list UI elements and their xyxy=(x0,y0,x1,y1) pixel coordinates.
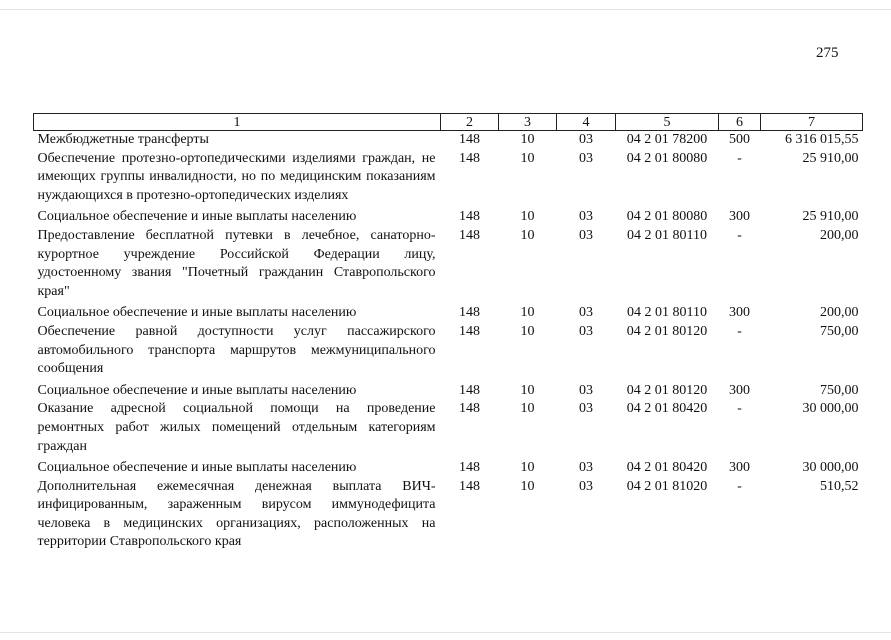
row-expense-type: 300 xyxy=(729,209,750,225)
row-description: Межбюджетные трансферты xyxy=(37,132,209,147)
row-description: Социальное обеспечение и иные выплаты населению xyxy=(37,305,357,321)
row-section: 10 xyxy=(520,460,535,476)
row-admin-code: 148 xyxy=(459,305,480,321)
row-section: 10 xyxy=(520,382,535,398)
page-number: 275 xyxy=(816,45,839,61)
row-subsection: 03 xyxy=(579,132,593,147)
row-admin-code: 148 xyxy=(459,478,480,494)
row-target-article: 04 2 01 80120 xyxy=(626,323,708,339)
row-target-article: 04 2 01 80110 xyxy=(627,305,707,321)
row-description: Предоставление бесплатной путевки в лечебное, санаторно-курортное учреждение Российской Федерации лицу, удостоенному звания "Почетный гражданин Ставропольского края" xyxy=(37,227,436,299)
row-expense-type: - xyxy=(737,323,742,339)
row-amount: 750,00 xyxy=(820,323,859,339)
row-description: Социальное обеспечение и иные выплаты населению xyxy=(37,209,357,225)
row-admin-code: 148 xyxy=(459,323,480,339)
row-description: Оказание адресной социальной помощи на проведение ремонтных работ жилых помещений отдельным категориям граждан xyxy=(37,401,436,454)
row-amount: 25 910,00 xyxy=(802,209,859,225)
row-target-article: 04 2 01 80420 xyxy=(626,401,708,417)
row-section: 10 xyxy=(520,305,535,321)
table-row xyxy=(34,227,863,304)
row-section: 10 xyxy=(520,478,535,494)
row-expense-type: - xyxy=(737,401,742,417)
row-expense-type: - xyxy=(737,478,742,494)
row-amount: 6 316 015,55 xyxy=(785,132,859,147)
row-expense-type: 500 xyxy=(729,132,750,147)
row-description: Социальное обеспечение и иные выплаты населению xyxy=(37,382,357,398)
row-description: Дополнительная ежемесячная денежная выплата ВИЧ-инфицированным, зараженным вирусом иммунодефицита человека в медицинских организациях, расположенных на территории Ставропольского края xyxy=(37,478,436,550)
row-description: Обеспечение протезно-ортопедическими изделиями граждан, не имеющих группы инвалидности, но по медицинским показаниям нуждающихся в протезно-ортопедических изделиях xyxy=(37,150,436,203)
table-row xyxy=(34,131,863,150)
row-target-article: 04 2 01 80080 xyxy=(626,150,708,166)
budget-table xyxy=(33,113,863,552)
row-target-article: 04 2 01 78200 xyxy=(626,132,708,147)
row-subsection: 03 xyxy=(579,305,593,321)
row-expense-type: 300 xyxy=(729,305,750,321)
row-admin-code: 148 xyxy=(459,209,480,225)
table-row xyxy=(34,323,863,382)
header-col-6: 6 xyxy=(719,114,761,131)
row-amount: 750,00 xyxy=(820,382,859,398)
row-expense-type: 300 xyxy=(729,460,750,476)
table-row xyxy=(34,400,863,459)
row-admin-code: 148 xyxy=(459,132,480,147)
row-target-article: 04 2 01 80080 xyxy=(626,209,708,225)
row-subsection: 03 xyxy=(579,478,593,494)
row-expense-type: 300 xyxy=(729,382,750,398)
header-col-4: 4 xyxy=(557,114,616,131)
row-section: 10 xyxy=(520,227,535,243)
row-amount: 30 000,00 xyxy=(802,401,859,417)
table-row xyxy=(34,459,863,478)
row-description: Социальное обеспечение и иные выплаты населению xyxy=(37,460,357,476)
row-subsection: 03 xyxy=(579,209,593,225)
header-col-2: 2 xyxy=(441,114,499,131)
row-section: 10 xyxy=(520,150,535,166)
row-expense-type: - xyxy=(737,227,742,243)
row-subsection: 03 xyxy=(579,150,593,166)
row-amount: 200,00 xyxy=(820,227,859,243)
row-section: 10 xyxy=(520,132,535,147)
row-amount: 25 910,00 xyxy=(802,150,859,166)
row-section: 10 xyxy=(520,209,535,225)
row-subsection: 03 xyxy=(579,323,593,339)
row-admin-code: 148 xyxy=(459,150,480,166)
row-target-article: 04 2 01 80110 xyxy=(627,227,707,243)
row-target-article: 04 2 01 81020 xyxy=(626,478,708,494)
row-admin-code: 148 xyxy=(459,227,480,243)
row-expense-type: - xyxy=(737,150,742,166)
table-row xyxy=(34,382,863,401)
header-col-7: 7 xyxy=(761,114,863,131)
table-header-row xyxy=(34,114,863,131)
table-row xyxy=(34,304,863,323)
table-body xyxy=(34,131,863,553)
row-subsection: 03 xyxy=(579,227,593,243)
row-admin-code: 148 xyxy=(459,460,480,476)
row-subsection: 03 xyxy=(579,382,593,398)
row-target-article: 04 2 01 80420 xyxy=(626,460,708,476)
table-row xyxy=(34,478,863,552)
scan-edge-top xyxy=(0,9,891,10)
row-amount: 510,52 xyxy=(820,478,859,494)
header-col-1: 1 xyxy=(34,114,441,131)
row-amount: 200,00 xyxy=(820,305,859,321)
row-subsection: 03 xyxy=(579,401,593,417)
row-section: 10 xyxy=(520,401,535,417)
row-target-article: 04 2 01 80120 xyxy=(626,382,708,398)
row-admin-code: 148 xyxy=(459,382,480,398)
scan-edge-bottom xyxy=(0,632,891,633)
table-row xyxy=(34,208,863,227)
table-row xyxy=(34,150,863,209)
row-admin-code: 148 xyxy=(459,401,480,417)
row-section: 10 xyxy=(520,323,535,339)
row-description: Обеспечение равной доступности услуг пассажирского автомобильного транспорта маршрутов межмуниципального сообщения xyxy=(37,323,436,377)
row-subsection: 03 xyxy=(579,460,593,476)
row-amount: 30 000,00 xyxy=(802,460,859,476)
header-col-3: 3 xyxy=(499,114,557,131)
header-col-5: 5 xyxy=(616,114,719,131)
